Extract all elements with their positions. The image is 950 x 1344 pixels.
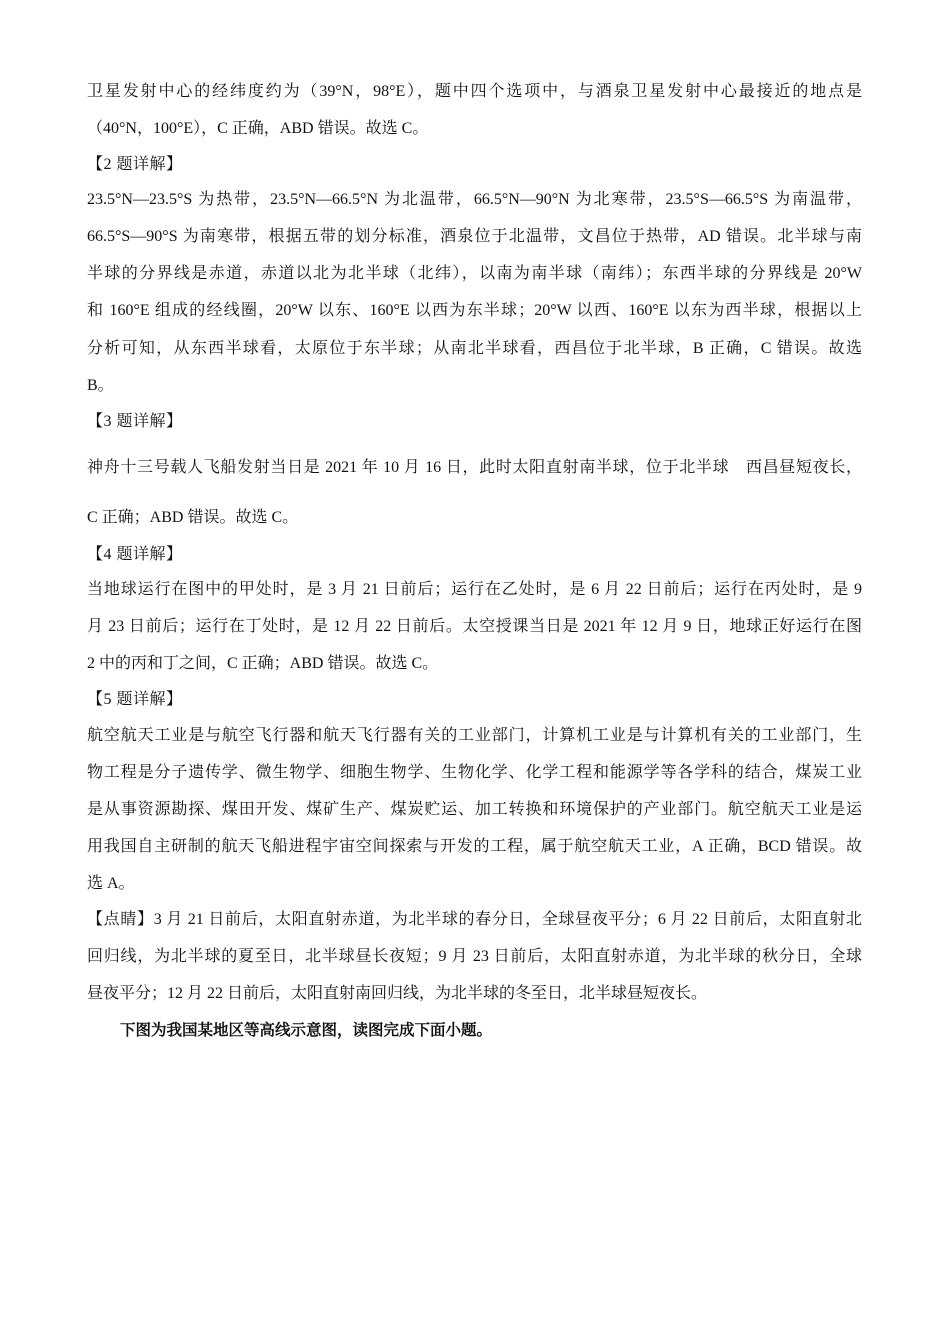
section4-line2: 月 23 日前后；运行在丁处时，是 12 月 22 日前后。太空授课当日是 2021 年 12 月 9 日，地球正好运行在图 — [87, 618, 862, 635]
dianjing-line3: 昼夜平分；12 月 22 日前后，太阳直射南回归线，为北半球的冬至日，北半球昼短夜长。 — [87, 985, 708, 1002]
question-intro: 下图为我国某地区等高线示意图，读图完成下面小题。 — [120, 1021, 493, 1039]
section5-heading: 【5 题详解】 — [87, 691, 183, 708]
section3-line1: 神舟十三号载人飞船发射当日是 2021 年 10 月 16 日，此时太阳直射南半球，位于北半球 西昌昼短夜长， — [87, 459, 862, 476]
dianjing-line2: 回归线，为北半球的夏至日，北半球昼长夜短；9 月 23 日前后，太阳直射赤道，为北半球的秋分日，全球 — [87, 948, 862, 965]
section2-heading: 【2 题详解】 — [87, 156, 183, 173]
section1-line2: （40°N，100°E），C 正确，ABD 错误。故选 C。 — [87, 120, 429, 137]
section4-heading: 【4 题详解】 — [87, 546, 183, 563]
section5-line1: 航空航天工业是与航空飞行器和航天飞行器有关的工业部门，计算机工业是与计算机有关的工业部门，生 — [87, 727, 862, 744]
section2-line6: B。 — [87, 377, 114, 394]
section2-line3: 半球的分界线是赤道，赤道以北为北半球（北纬），以南为南半球（南纬）；东西半球的分界线是 20°W — [87, 265, 862, 282]
section3-line2: C 正确；ABD 错误。故选 C。 — [87, 509, 299, 526]
section5-line4: 用我国自主研制的航天飞船进程宇宙空间探索与开发的工程，属于航空航天工业，A 正确，BCD 错误。故 — [87, 838, 862, 855]
section4-line3: 2 中的丙和丁之间，C 正确；ABD 错误。故选 C。 — [87, 655, 439, 672]
section1-line1: 卫星发射中心的经纬度约为（39°N，98°E），题中四个选项中，与酒泉卫星发射中心最接近的地点是 — [87, 83, 862, 100]
section3-heading: 【3 题详解】 — [87, 413, 183, 430]
dianjing-line1: 【点睛】3 月 21 日前后，太阳直射赤道，为北半球的春分日，全球昼夜平分；6 月 22 日前后，太阳直射北 — [87, 911, 862, 928]
section2-line4: 和 160°E 组成的经线圈，20°W 以东、160°E 以西为东半球；20°W 以西、160°E 以东为西半球，根据以上 — [87, 302, 862, 319]
section2-line2: 66.5°S—90°S 为南寒带，根据五带的划分标准，酒泉位于北温带，文昌位于热带，AD 错误。北半球与南 — [87, 228, 862, 245]
section2-line1: 23.5°N—23.5°S 为热带，23.5°N—66.5°N 为北温带，66.5°N—90°N 为北寒带，23.5°S—66.5°S 为南温带， — [87, 191, 862, 208]
section2-line5: 分析可知，从东西半球看，太原位于东半球；从南北半球看，西昌位于北半球，B 正确，C 错误。故选 — [87, 340, 862, 357]
section5-line5: 选 A。 — [87, 875, 135, 892]
section5-line3: 是从事资源勘探、煤田开发、煤矿生产、煤炭贮运、加工转换和环境保护的产业部门。航空航天工业是运 — [87, 801, 862, 818]
section5-line2: 物工程是分子遗传学、微生物学、细胞生物学、生物化学、化学工程和能源学等各学科的结合，煤炭工业 — [87, 764, 862, 781]
section4-line1: 当地球运行在图中的甲处时，是 3 月 21 日前后；运行在乙处时，是 6 月 22 日前后；运行在丙处时，是 9 — [87, 581, 862, 598]
